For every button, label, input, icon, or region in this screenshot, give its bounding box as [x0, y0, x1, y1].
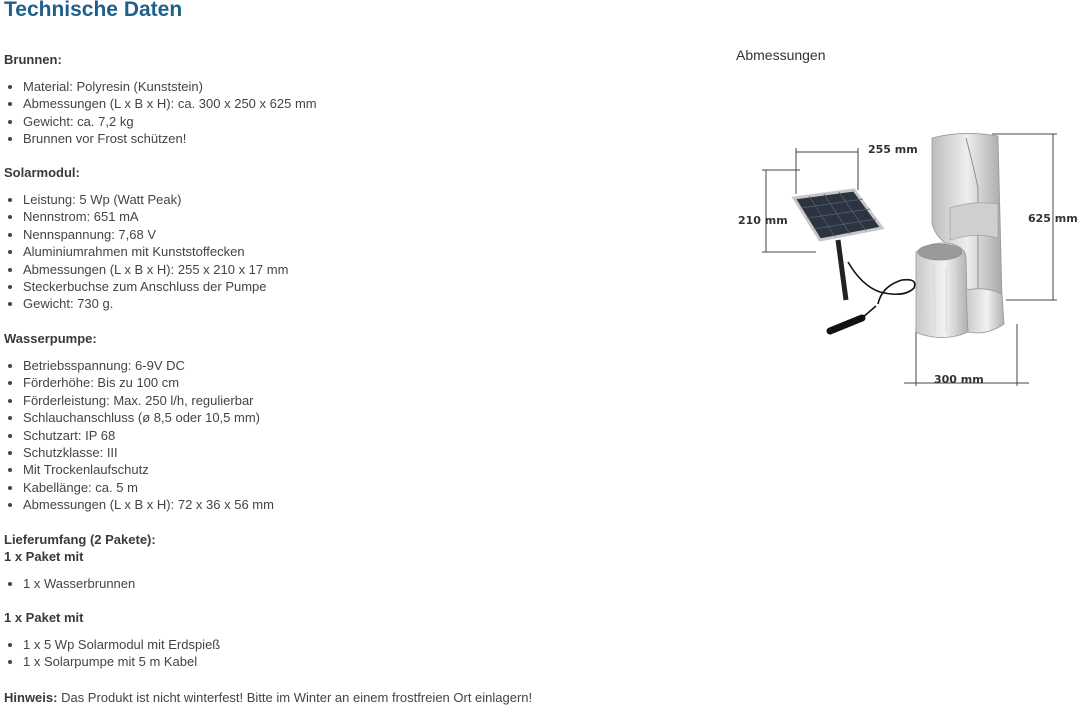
fountain-illustration: [916, 133, 1004, 337]
list-item: • Mit Trockenlaufschutz: [23, 461, 274, 478]
brunnen-list: [4, 78, 317, 148]
list-item: • Schutzklasse: III: [23, 444, 274, 461]
hinweis-text: Das Produkt ist nicht winterfest! Bitte im Winter an einem frostfreien Ort einlagern!: [57, 690, 533, 705]
lieferumfang-heading: Lieferumfang (2 Pakete):: [4, 532, 156, 547]
list-item: • Aluminiumrahmen mit Kunststoffecken: [23, 243, 288, 260]
list-item: • Kabellänge: ca. 5 m: [23, 479, 274, 496]
list-item: • Abmessungen (L x B x H): 255 x 210 x 17 mm: [23, 261, 288, 278]
list-item: • 1 x Solarpumpe mit 5 m Kabel: [23, 653, 220, 670]
paket2-list: [4, 636, 220, 671]
depth-label: 300 mm: [934, 373, 984, 386]
list-item: • Material: Polyresin (Kunststein): [23, 78, 317, 95]
solar-panel-illustration: [794, 190, 915, 331]
list-item: • Schlauchanschluss (ø 8,5 oder 10,5 mm): [23, 409, 274, 426]
list-item: • Förderhöhe: Bis zu 100 cm: [23, 374, 274, 391]
width-dimension: [796, 143, 918, 194]
list-item: • Leistung: 5 Wp (Watt Peak): [23, 191, 288, 208]
dimension-drawing: [736, 128, 1080, 390]
height-dimension: [992, 134, 1078, 300]
list-item: • Gewicht: ca. 7,2 kg: [23, 113, 317, 130]
list-item: • Gewicht: 730 g.: [23, 295, 288, 312]
list-item: • 1 x Wasserbrunnen: [23, 575, 135, 592]
list-item: • Brunnen vor Frost schützen!: [23, 130, 317, 147]
product-dimension-figure: [736, 128, 1080, 390]
list-item: • Steckerbuchse zum Anschluss der Pumpe: [23, 278, 288, 295]
list-item: • Abmessungen (L x B x H): ca. 300 x 250 x 625 mm: [23, 95, 317, 112]
height-label: 625 mm: [1028, 212, 1078, 225]
abmessungen-heading: Abmessungen: [736, 47, 826, 63]
width-label: 255 mm: [868, 143, 918, 156]
list-item: • Schutzart: IP 68: [23, 427, 274, 444]
list-item: • Betriebsspannung: 6-9V DC: [23, 357, 274, 374]
hinweis-note: [4, 689, 532, 706]
list-item: • Nennstrom: 651 mA: [23, 208, 288, 225]
brunnen-heading: Brunnen:: [4, 52, 62, 67]
page-title: Technische Daten: [4, 0, 183, 21]
panel-height-label: 210 mm: [738, 214, 788, 227]
list-item: • Förderleistung: Max. 250 l/h, regulierbar: [23, 392, 274, 409]
paket1-list: [4, 575, 135, 592]
list-item: • 1 x 5 Wp Solarmodul mit Erdspieß: [23, 636, 220, 653]
paket1-heading: 1 x Paket mit: [4, 549, 84, 564]
solarmodul-list: [4, 191, 288, 313]
wasserpumpe-list: [4, 357, 274, 514]
list-item: • Abmessungen (L x B x H): 72 x 36 x 56 mm: [23, 496, 274, 513]
wasserpumpe-heading: Wasserpumpe:: [4, 331, 97, 346]
hinweis-label: Hinweis:: [4, 690, 58, 705]
list-item: • Nennspannung: 7,68 V: [23, 226, 288, 243]
solarmodul-heading: Solarmodul:: [4, 165, 80, 180]
paket2-heading: 1 x Paket mit: [4, 610, 84, 625]
